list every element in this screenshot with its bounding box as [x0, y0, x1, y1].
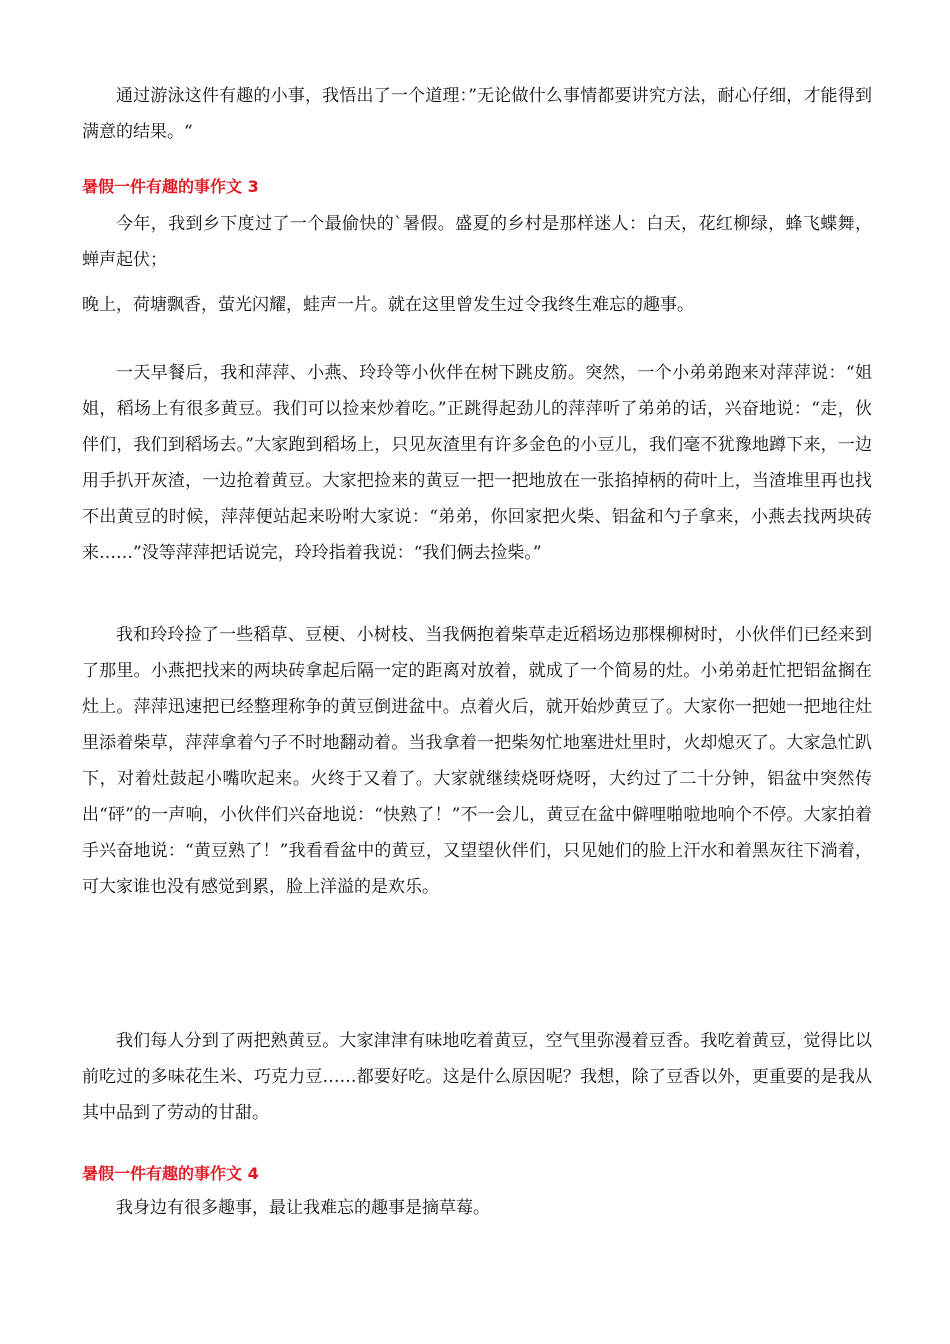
- paragraph-eating-beans: 我们每人分到了两把熟黄豆。大家津津有味地吃着黄豆，空气里弥漫着豆香。我吃着黄豆，觉得比以前吃过的多味花生米、巧克力豆……都要好吃。这是什么原因呢？我想，除了豆香以外，更重要的是我从其中品到了劳动的甘甜。: [82, 1031, 872, 1123]
- section-heading-essay-3: 暑假一件有趣的事作文 3: [82, 177, 259, 196]
- paragraph-conclusion-swimming: 通过游泳这件有趣的小事，我悟出了一个道理：”无论做什么事情都要讲究方法，耐心仔细，才能得到满意的结果。“: [82, 86, 872, 142]
- paragraph-summer-intro: 今年，我到乡下度过了一个最偷快的`暑假。盛夏的乡村是那样迷人：白天，花红柳绿，蜂飞蝶舞，蝉声起伏；: [82, 214, 872, 270]
- paragraph-strawberry-intro: 我身边有很多趣事，最让我难忘的趣事是摘草莓。: [116, 1198, 490, 1218]
- section-heading-essay-4: 暑假一件有趣的事作文 4: [82, 1164, 259, 1183]
- paragraph-roasting-beans: 我和玲玲捡了一些稻草、豆梗、小树枝、当我俩抱着柴草走近稻场边那棵柳树时，小伙伴们已经来到了那里。小燕把找来的两块砖拿起后隔一定的距离对放着，就成了一个简易的灶。小弟弟赶忙把铝盆搁在灶上。萍萍迅速把已经整理称争的黄豆倒进盆中。点着火后，就开始炒黄豆了。大家你一把她一把地往灶里添着柴草，萍萍拿着勺子不时地翻动着。当我拿着一把柴匆忙地塞进灶里时，火却熄灭了。大家急忙趴下，对着灶鼓起小嘴吹起来。火终于又着了。大家就继续烧呀烧呀，大约过了二十分钟，铝盆中突然传出“砰”的一声响，小伙伴们兴奋地说：“快熟了！”不一会儿，黄豆在盆中僻哩啪啦地响个不停。大家拍着手兴奋地说：“黄豆熟了！”我看看盆中的黄豆，又望望伙伴们，只见她们的脸上汗水和着黑灰往下淌着，可大家谁也没有感觉到累，脸上洋溢的是欢乐。: [82, 625, 872, 897]
- paragraph-summer-evening: 晚上，荷塘飘香，萤光闪耀，蛙声一片。就在这里曾发生过令我终生难忘的趣事。: [82, 295, 694, 315]
- paragraph-picking-beans: 一天早餐后，我和萍萍、小燕、玲玲等小伙伴在树下跳皮筋。突然，一个小弟弟跑来对萍萍说：“姐姐，稻场上有很多黄豆。我们可以捡来炒着吃。”正跳得起劲儿的萍萍听了弟弟的话，兴奋地说：“走，伙伴们，我们到稻场去。”大家跑到稻场上，只见灰渣里有许多金色的小豆儿，我们毫不犹豫地蹲下来，一边用手扒开灰渣，一边抢着黄豆。大家把捡来的黄豆一把一把地放在一张掐掉柄的荷叶上，当渣堆里再也找不出黄豆的时候，萍萍便站起来吩咐大家说：“弟弟，你回家把火柴、铝盆和勺子拿来，小燕去找两块砖来……”没等萍萍把话说完，玲玲指着我说：“我们俩去捡柴。”: [82, 363, 872, 563]
